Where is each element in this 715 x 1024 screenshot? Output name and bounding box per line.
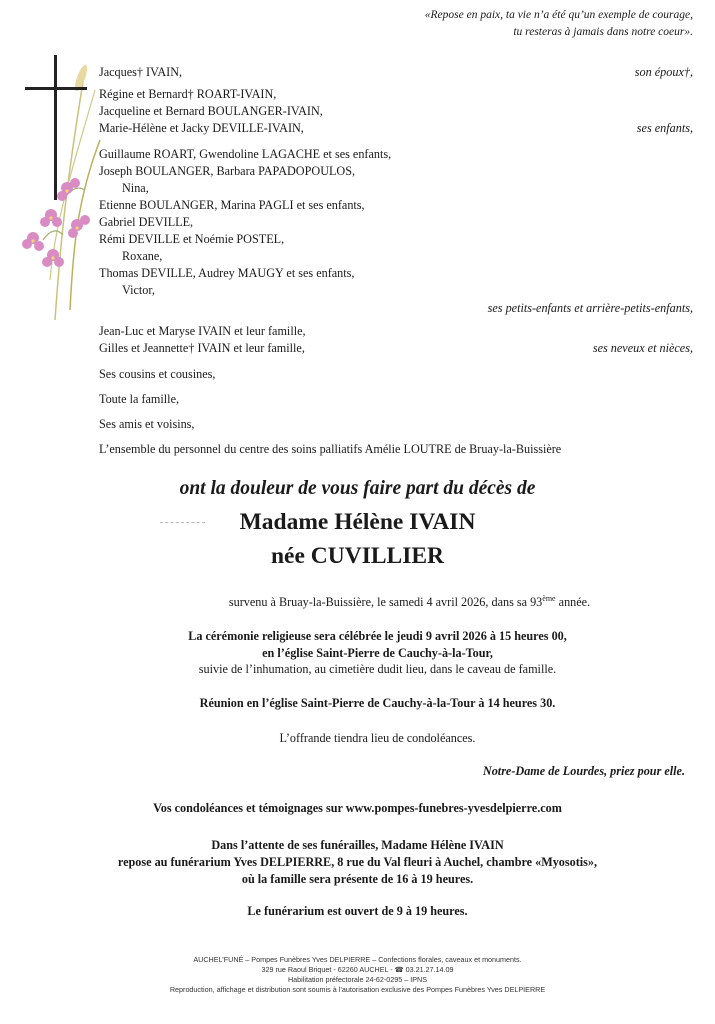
hours-line: Le funérarium est ouvert de 9 à 19 heures. bbox=[247, 904, 468, 918]
flower-decoration bbox=[22, 63, 100, 320]
announcement-line: ont la douleur de vous faire part du décès de bbox=[179, 478, 536, 499]
deceased-name: Madame Hélène IVAIN bbox=[239, 509, 476, 535]
grandchild-4: Etienne BOULANGER, Marina PAGLI et ses enfants, bbox=[99, 198, 365, 212]
spouse-role: son époux†, bbox=[634, 65, 693, 79]
grandchild-5: Gabriel DEVILLE, bbox=[99, 215, 194, 229]
footer-line-3: Habilitation préfectorale 24-62-0295 – IPNS bbox=[287, 975, 428, 984]
grandchild-1: Guillaume ROART, Gwendoline LAGACHE et ses enfants, bbox=[99, 147, 392, 161]
quote-line-1: «Repose en paix, ta vie n’a été qu’un exemple de courage, bbox=[424, 9, 693, 21]
grandchild-3: Nina, bbox=[122, 181, 149, 195]
grandchild-9: Victor, bbox=[122, 283, 155, 297]
footer-line-4: Reproduction, affichage et distribution sont soumis à l’autorisation exclusive des Pompes Funèbres Yves DELPIERRE bbox=[169, 985, 546, 994]
sibling-1: Jean-Luc et Maryse IVAIN et leur famille, bbox=[99, 324, 306, 338]
cousins-line: Ses cousins et cousines, bbox=[99, 367, 216, 381]
funerarium-line-1: Dans l’attente de ses funérailles, Madame Hélène IVAIN bbox=[211, 838, 504, 852]
children-role: ses enfants, bbox=[636, 121, 693, 135]
grandchild-6: Rémi DEVILLE et Noémie POSTEL, bbox=[99, 232, 285, 246]
funerarium-line-2: repose au funérarium Yves DELPIERRE, 8 rue du Val fleuri à Auchel, chambre «Myosotis», bbox=[117, 855, 598, 869]
sibling-2: Gilles et Jeannette† IVAIN et leur famille, bbox=[99, 341, 305, 355]
cross-and-flowers-decoration bbox=[15, 50, 110, 350]
siblings-role: ses neveux et nièces, bbox=[592, 341, 693, 355]
friends-line: Ses amis et voisins, bbox=[99, 417, 195, 431]
whole-family-line: Toute la famille, bbox=[99, 392, 180, 406]
condolences-line: Vos condoléances et témoignages sur www.pompes-funebres-yvesdelpierre.com bbox=[153, 801, 562, 815]
footer-line-1: AUCHEL’FUNÉ – Pompes Funèbres Yves DELPIERRE – Confections florales, caveaux et monuments. bbox=[193, 955, 522, 964]
prayer-line: Notre-Dame de Lourdes, priez pour elle. bbox=[482, 764, 685, 778]
deceased-maiden-name: née CUVILLIER bbox=[270, 543, 444, 569]
child-1: Régine et Bernard† ROART-IVAIN, bbox=[99, 87, 277, 101]
funerarium-line-3: où la famille sera présente de 16 à 19 heures. bbox=[241, 872, 474, 886]
offering-line: L’offrande tiendra lieu de condoléances. bbox=[279, 731, 476, 745]
child-3: Marie-Hélène et Jacky DEVILLE-IVAIN, bbox=[99, 121, 304, 135]
grandchild-2: Joseph BOULANGER, Barbara PAPADOPOULOS, bbox=[99, 164, 356, 178]
death-details: survenu à Bruay-la-Buissière, le samedi 4 avril 2026, dans sa 93ème année. bbox=[228, 594, 591, 610]
grandchild-7: Roxane, bbox=[122, 249, 163, 263]
ceremony-line-2: en l’église Saint-Pierre de Cauchy-à-la-Tour, bbox=[262, 646, 493, 660]
footer-line-2: 329 rue Raoul Briquet - 62260 AUCHEL - ☎ 03.21.27.14.09 bbox=[261, 965, 454, 974]
ceremony-line-1: La cérémonie religieuse sera célébrée le jeudi 9 avril 2026 à 15 heures 00, bbox=[188, 629, 567, 643]
staff-line: L’ensemble du personnel du centre des soins palliatifs Amélie LOUTRE de Bruay-la-Buissière bbox=[99, 442, 562, 456]
reunion-line: Réunion en l’église Saint-Pierre de Cauchy-à-la-Tour à 14 heures 30. bbox=[199, 696, 556, 710]
grandchildren-role: ses petits-enfants et arrière-petits-enfants, bbox=[487, 301, 693, 315]
ceremony-line-3: suivie de l’inhumation, au cimetière dudit lieu, dans le caveau de famille. bbox=[198, 662, 557, 676]
quote-line-2: tu resteras à jamais dans notre coeur». bbox=[513, 26, 693, 38]
child-2: Jacqueline et Bernard BOULANGER-IVAIN, bbox=[99, 104, 323, 118]
grandchild-8: Thomas DEVILLE, Audrey MAUGY et ses enfants, bbox=[99, 266, 355, 280]
spouse-name: Jacques† IVAIN, bbox=[99, 65, 183, 79]
